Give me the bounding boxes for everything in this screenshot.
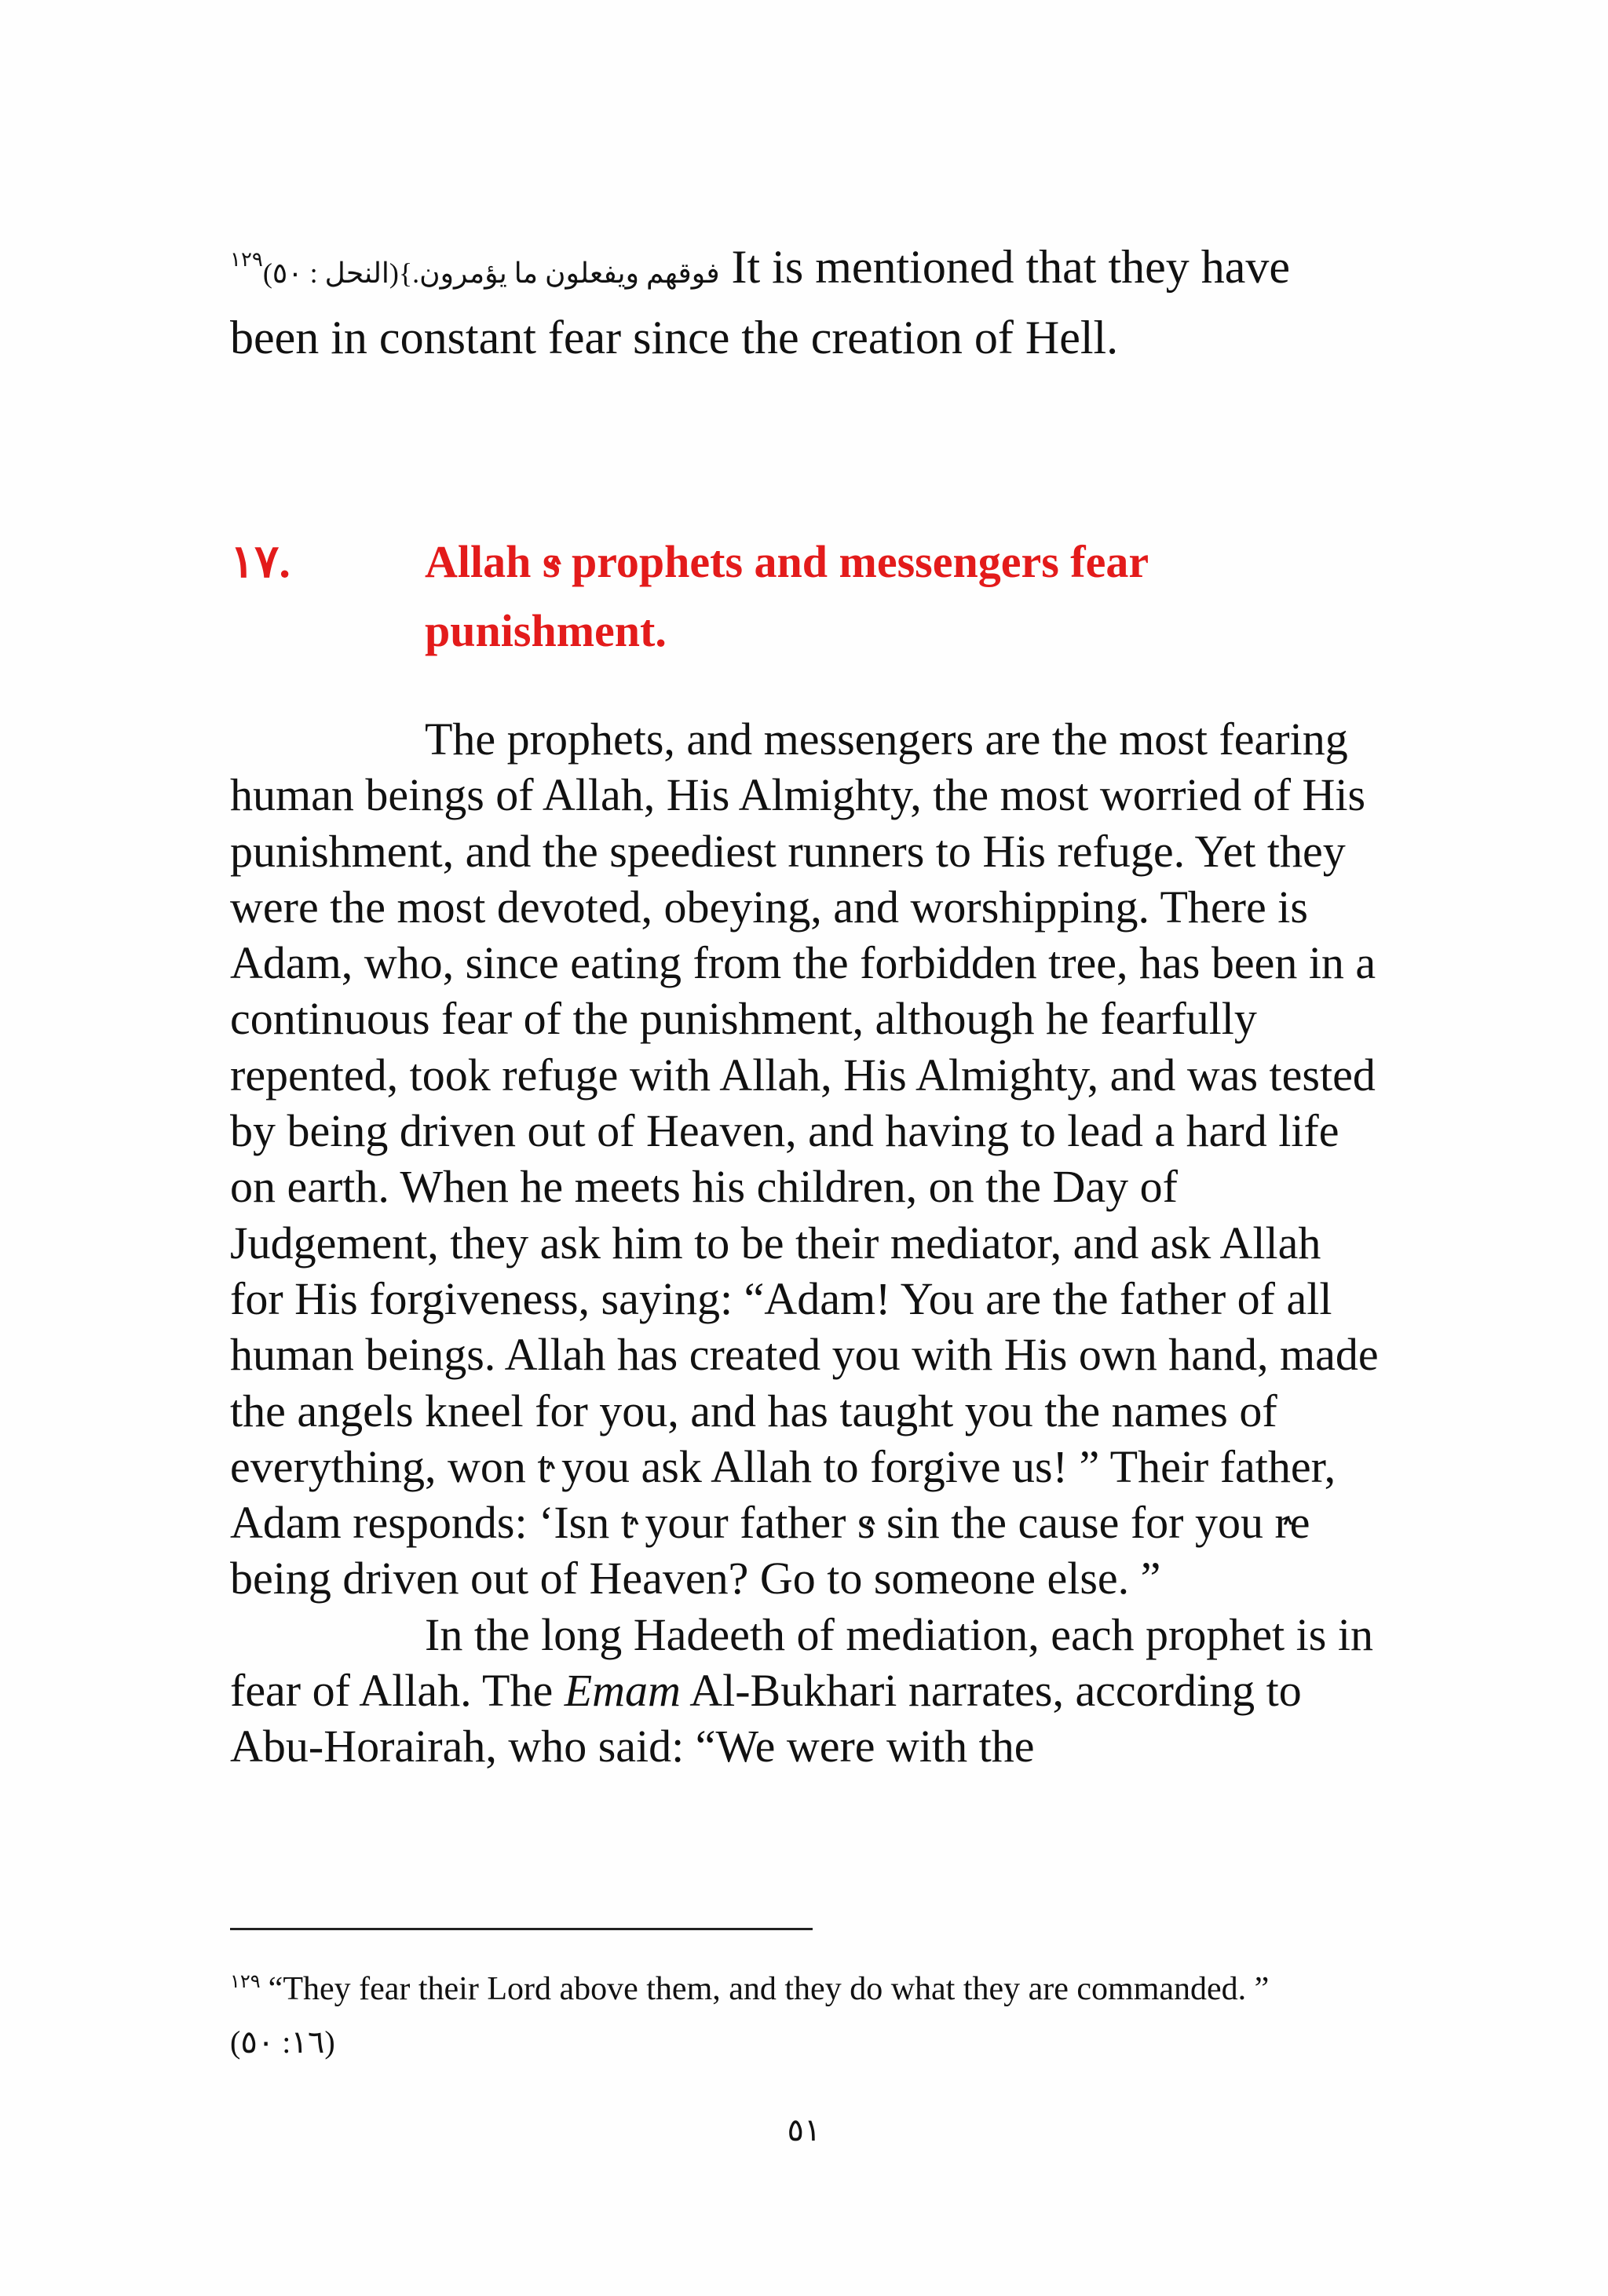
body-text [230, 711, 1384, 1775]
paragraph-1: The prophets, and messengers are the most fearing human beings of Allah, His Almighty, the most worried of His punishment, and the speediest runners to His refuge. Yet they were the most devoted, obeying, and worshipping. There is Adam, who, since eating from the forbidden tree, has been in a continuous fear of the punishment, although he fearfully repented, took refuge with Allah, His Almighty, and was tested by being driven out of Heaven, and having to lead a hard life on earth. When he meets his children, on the Day of Judgement, they ask him to be their mediator, and ask Allah for His forgiveness, saying: “Adam! You are the father of all human beings. Allah has created you with His own hand, made the angels kneel for you, and has taught you the names of everything, won ٛt you ask Allah to forgive us! ” Their father, Adam responds: ‘Isn ٛt your father ٛs sin the cause for you ٛre being driven out of Heaven? Go to someone else. ” [230, 714, 1379, 1604]
intro-paragraph [230, 228, 1376, 370]
footnote-text: “They fear their Lord above them, and they do what they are commanded. ” [268, 1971, 1270, 2007]
footnote [230, 1958, 1392, 2066]
page-number: ٥١ [787, 2112, 821, 2148]
footnote-reference[interactable]: ١٢٩ [230, 248, 263, 271]
footnote-citation: (١٦: ٥٠) [230, 2024, 335, 2060]
paragraph-2-end: Al-Bukhari narrates, according to Abu-Horairah, who said: “We were with the [230, 1665, 1302, 1772]
intro-text: It is mentioned that they have been in constant fear since the creation of Hell. [230, 241, 1291, 363]
footnote-divider [230, 1928, 813, 1930]
emphasis-emam: Emam [564, 1665, 681, 1717]
paragraph-2 [230, 1607, 1384, 1775]
footnote-number: ١٢٩ [230, 1972, 261, 1992]
section-title: Allah ٛs prophets and messengers fear punishment. [425, 536, 1149, 656]
arabic-quote: فوقهم ويفعلون ما يؤمرون.}(النحل : ٥٠) [262, 257, 720, 289]
paragraph-2-start: In the long Hadeeth of mediation, each prophet is in fear of Allah. The [230, 1608, 1373, 1717]
section-number: ١٧. [230, 536, 291, 587]
